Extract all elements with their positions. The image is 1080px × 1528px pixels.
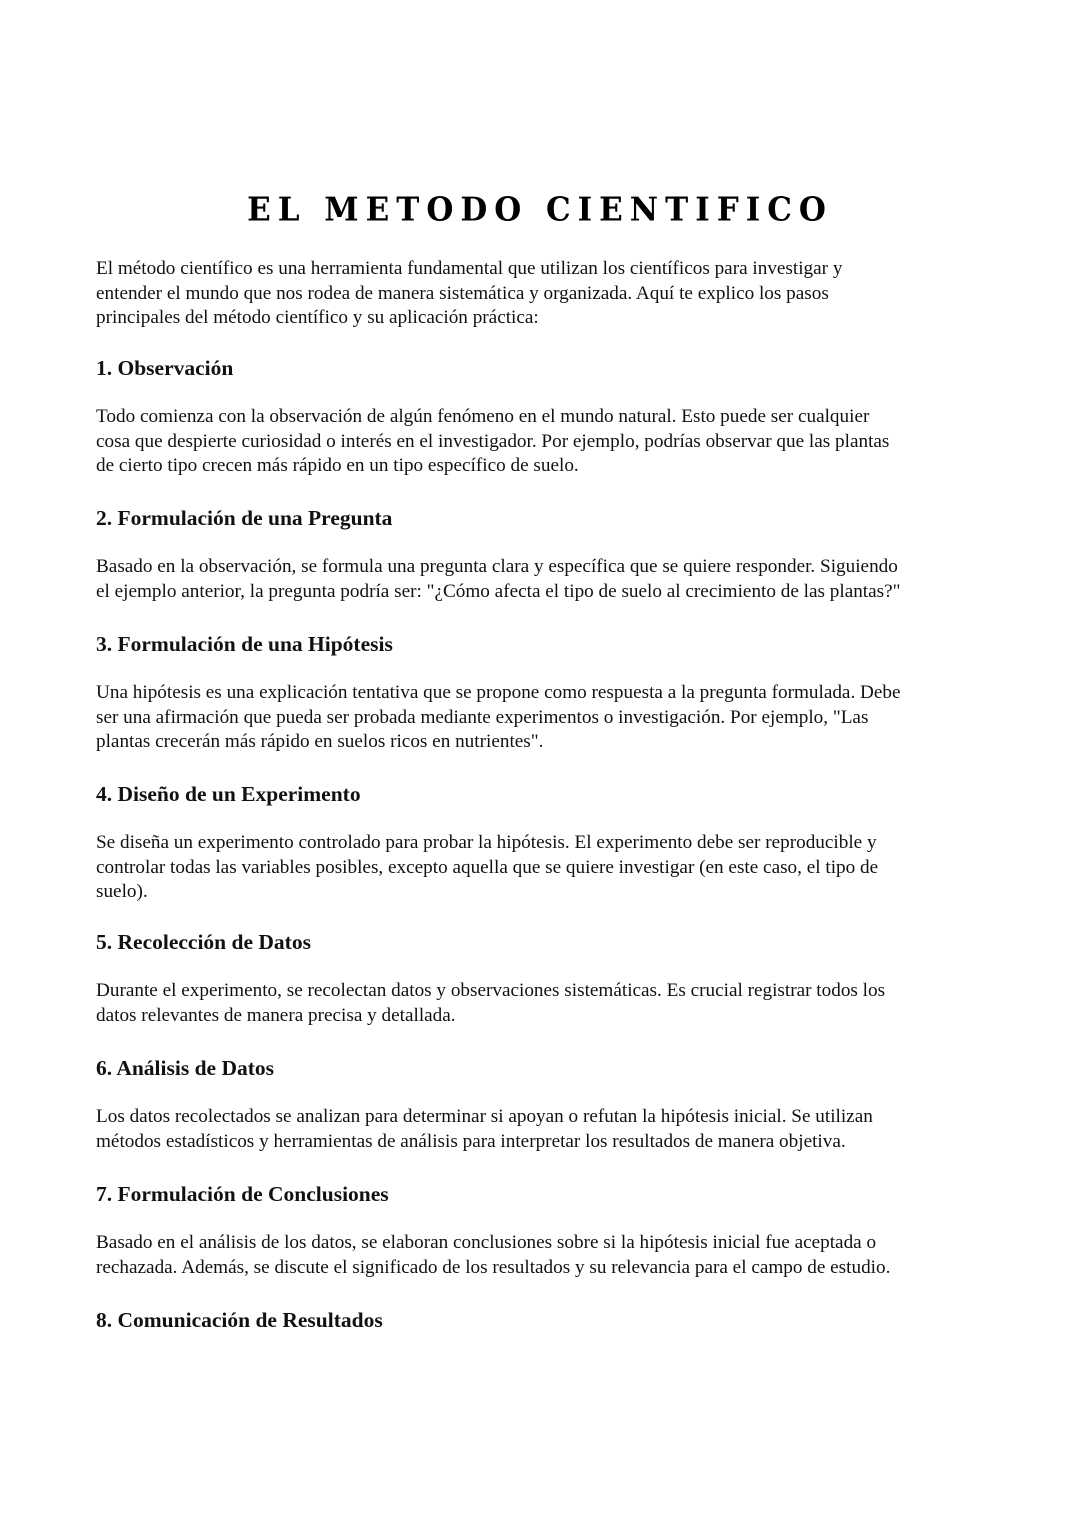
- section-paragraph: [96, 1231, 996, 1280]
- text-line: cosa que despierte curiosidad o interés en el investigador. Por ejemplo, podrías observar que las plantas: [96, 430, 890, 452]
- text-line: suelo).: [96, 881, 148, 902]
- section-paragraph: [96, 979, 996, 1028]
- text-line: principales del método científico y su aplicación práctica:: [96, 307, 539, 328]
- section-paragraph: [96, 405, 996, 479]
- text-line: Basado en el análisis de los datos, se elaboran conclusiones sobre si la hipótesis inicial fue aceptada o: [96, 1232, 877, 1253]
- section-heading: 7. Formulación de Conclusiones: [96, 1182, 389, 1206]
- section-paragraph: [96, 831, 996, 905]
- section-paragraph: [96, 555, 996, 604]
- text-line: El método científico es una herramienta fundamental que utilizan los científicos para investigar y: [96, 258, 843, 279]
- section-paragraph: [96, 681, 996, 755]
- section-heading: 5. Recolección de Datos: [96, 930, 311, 954]
- section-heading: 6. Análisis de Datos: [96, 1056, 275, 1080]
- section-heading: 4. Diseño de un Experimento: [96, 782, 361, 806]
- section-heading: 3. Formulación de una Hipótesis: [96, 632, 393, 656]
- section-heading: 1. Observación: [96, 356, 234, 380]
- text-line: Todo comienza con la observación de algún fenómeno en el mundo natural. Esto puede ser cualquier: [96, 406, 870, 427]
- text-line: rechazada. Además, se discute el significado de los resultados y su relevancia para el campo de estudio.: [96, 1256, 891, 1278]
- text-line: métodos estadísticos y herramientas de análisis para interpretar los resultados de manera objetiva.: [96, 1130, 846, 1152]
- text-line: ser una afirmación que pueda ser probada mediante experimentos o investigación. Por ejemplo, "Las: [96, 706, 869, 728]
- section-paragraph: [96, 1105, 996, 1154]
- section-heading: 2. Formulación de una Pregunta: [96, 506, 393, 530]
- text-line: Basado en la observación, se formula una pregunta clara y específica que se quiere responder. Siguiendo: [96, 556, 898, 577]
- text-line: Durante el experimento, se recolectan datos y observaciones sistemáticas. Es crucial registrar todos los: [96, 980, 886, 1001]
- text-line: datos relevantes de manera precisa y detallada.: [96, 1004, 456, 1026]
- text-line: Los datos recolectados se analizan para determinar si apoyan o refutan la hipótesis inicial. Se utilizan: [96, 1106, 873, 1127]
- text-line: Se diseña un experimento controlado para probar la hipótesis. El experimento debe ser reproducible y: [96, 832, 877, 853]
- section-heading: 8. Comunicación de Resultados: [96, 1308, 383, 1332]
- text-line: de cierto tipo crecen más rápido en un tipo específico de suelo.: [96, 455, 579, 476]
- text-line: Una hipótesis es una explicación tentativa que se propone como respuesta a la pregunta formulada. Debe: [96, 682, 901, 703]
- text-line: plantas crecerán más rápido en suelos ricos en nutrientes".: [96, 731, 544, 752]
- document-title: EL METODO CIENTIFICO: [247, 191, 833, 229]
- text-line: controlar todas las variables posibles, excepto aquella que se quiere investigar (en este caso, el tipo de: [96, 856, 879, 878]
- text-line: entender el mundo que nos rodea de manera sistemática y organizada. Aquí te explico los pasos: [96, 282, 829, 304]
- text-line: el ejemplo anterior, la pregunta podría ser: "¿Cómo afecta el tipo de suelo al crecimiento de las plantas?": [96, 580, 901, 602]
- intro-paragraph: [96, 257, 996, 331]
